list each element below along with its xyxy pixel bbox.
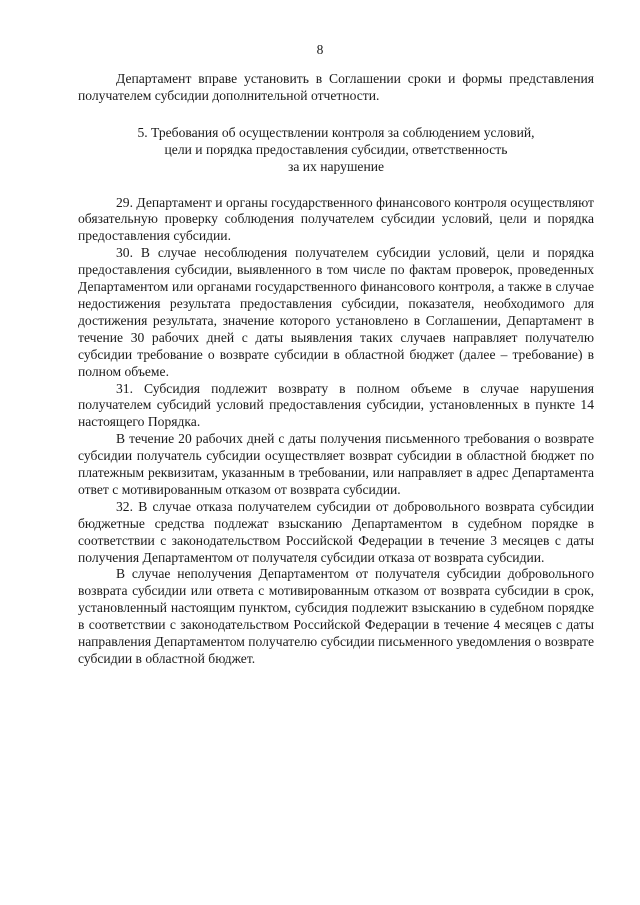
- paragraph-intro: Департамент вправе установить в Соглашении сроки и формы представления получателем субсидии дополнительной отчетности.: [78, 71, 594, 103]
- paragraph-32: 32. В случае отказа получателем субсидии от добровольного возврата субсидии бюджетные средства подлежат взысканию Департаментом в судебном порядке в соответствии с законодательством Российской Федерации в течение 3 месяцев с даты получения Департаментом от получателя субсидии отказа от возврата субсидии.: [78, 498, 594, 565]
- paragraph-30: 30. В случае несоблюдения получателем субсидии условий, цели и порядка предоставления субсидии, выявленного в том числе по фактам проверок, проведенных Департаментом или органами государственного финансового контроля, а также в случае недостижения результата предоставления субсидии, показателя, необходимого для достижения результата, значение которого установлено в Соглашении, Департамент в течение 30 рабочих дней с даты выявления таких случаев направляет получателю субсидии требование о возврате субсидии в областной бюджет (далее – требование) в полном объеме.: [78, 245, 594, 379]
- section-heading-line-1: 5. Требования об осуществлении контроля за соблюдением условий,: [137, 124, 535, 140]
- section-heading: [78, 125, 594, 176]
- section-heading-line-3: за их нарушение: [287, 158, 385, 174]
- paragraph-31-return-term: В течение 20 рабочих дней с даты получения письменного требования о возврате субсидии получатель субсидии осуществляет возврат субсидии в областной бюджет по платежным реквизитам, указанным в требовании, или направляет в адрес Департамента ответ с мотивированным отказом от возврата субсидии.: [78, 431, 594, 497]
- document-body: [78, 71, 594, 668]
- page-number: 8: [316, 42, 324, 57]
- paragraph-29: 29. Департамент и органы государственного финансового контроля осуществляют обязательную проверку соблюдения получателем субсидии условий, цели и порядка предоставления субсидии.: [78, 194, 594, 244]
- section-heading-line-2: цели и порядка предоставления субсидии, ответственность: [164, 141, 508, 157]
- paragraph-32-court-recovery: В случае неполучения Департаментом от получателя субсидии добровольного возврата субсидии или ответа с мотивированным отказом от возврата субсидии в срок, установленный настоящим пунктом, субсидия подлежит взысканию в судебном порядке в соответствии с законодательством Российской Федерации в течение 4 месяцев с даты направления Департаментом получателю субсидии письменного уведомления о возврате субсидии в областной бюджет.: [78, 566, 594, 666]
- paragraph-31: 31. Субсидия подлежит возврату в полном объеме в случае нарушения получателем субсидий условий предоставления субсидии, установленных в пункте 14 настоящего Порядка.: [78, 380, 594, 430]
